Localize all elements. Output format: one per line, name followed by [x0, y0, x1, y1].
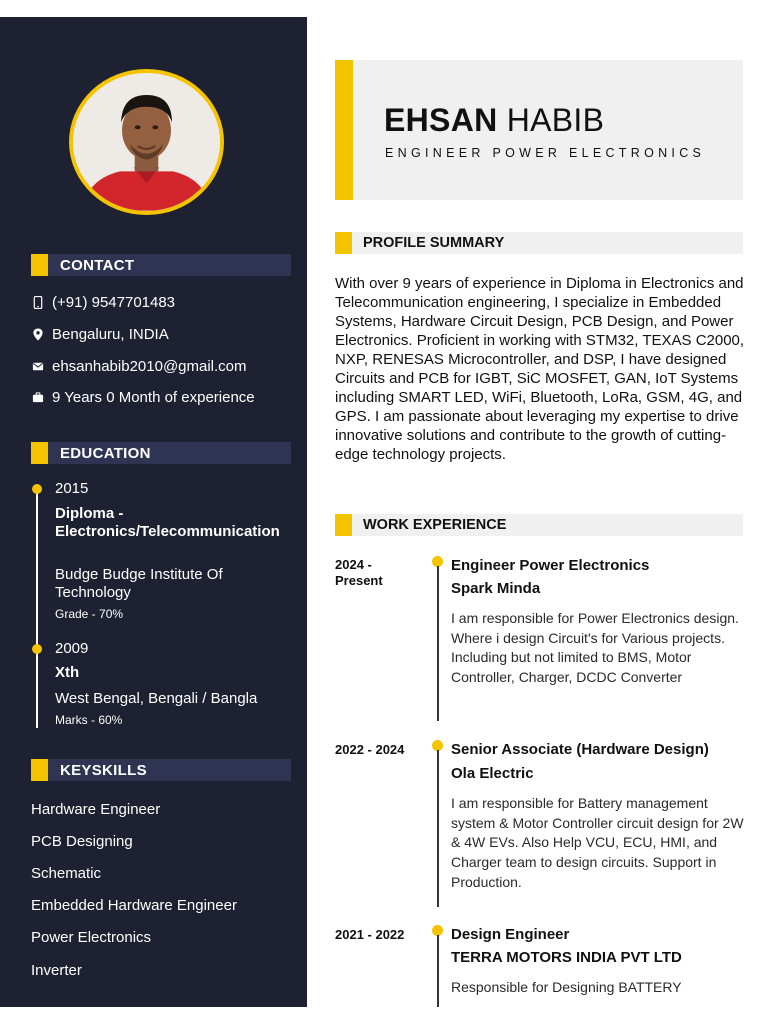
contact-section-header [31, 254, 291, 276]
education-year: 2015 [55, 480, 89, 497]
accent-bar [31, 254, 48, 276]
work-heading: WORK EXPERIENCE [363, 517, 507, 533]
skill-item: PCB Designing [31, 833, 133, 850]
first-name: EHSAN [384, 102, 498, 138]
education-grade: Grade - 70% [55, 607, 124, 621]
profile-photo-frame [69, 69, 224, 215]
education-degree: Xth [55, 664, 80, 681]
accent-bar [31, 442, 48, 464]
accent-bar [335, 232, 352, 254]
location-pin-icon [31, 327, 45, 343]
accent-bar [335, 60, 353, 200]
contact-location: Bengaluru, INDIA [52, 326, 169, 343]
skill-item: Power Electronics [31, 929, 152, 946]
timeline-dot [32, 484, 42, 494]
timeline-line [437, 935, 439, 1007]
timeline-line [437, 566, 439, 721]
timeline-line [36, 488, 38, 728]
profile-section-header [335, 232, 743, 254]
skill-item: Hardware Engineer [31, 801, 161, 818]
contact-email-row [31, 358, 247, 375]
job-title-subtitle: ENGINEER POWER ELECTRONICS [385, 146, 706, 160]
profile-summary-text: With over 9 years of experience in Diploma in Electronics and Telecommunication engineering, I specialize in Embedded Systems, Hardware Circuit Design, PCB Design, and Power Electronics. Proficient in working with STM32, TEXAS C2000, NXP, RENESAS Microcontroller, and DSP, I have designed Circuits and PCB for IGBT, SiC MOSFET, GAN, IoT Systems including SMART LED, WiFi, Bluetooth, LoRa, GSM, 4G, and GPS. I am passionate about leveraging my expertise to drive innovative solutions and contribute to the growth of cutting-edge technology projects. [335, 275, 745, 463]
profile-photo [73, 73, 220, 211]
skill-item: Inverter [31, 962, 82, 979]
work-section-header [335, 514, 743, 536]
contact-email[interactable]: ehsanhabib2010@gmail.com [52, 358, 247, 375]
contact-phone-row [31, 294, 175, 311]
job-company: Spark Minda [451, 580, 541, 597]
job-description: I am responsible for Power Electronics design. Where i design Circuit's for Various projects. Including but not limited to BMS, Motor Controller, Charger, DCDC Converter [451, 610, 739, 686]
profile-photo-illustration [73, 73, 220, 211]
last-name: HABIB [506, 102, 605, 138]
contact-experience-row [31, 389, 255, 406]
timeline-dot [32, 644, 42, 654]
keyskills-heading: KEYSKILLS [60, 761, 147, 779]
job-title: Design Engineer [451, 926, 570, 943]
job-description: Responsible for Designing BATTERY [451, 979, 682, 995]
accent-bar [335, 514, 352, 536]
education-institute: Budge Budge Institute Of Technology [55, 566, 223, 601]
timeline-line [437, 750, 439, 907]
name-header [335, 60, 743, 200]
skill-item: Schematic [31, 865, 102, 882]
job-title: Engineer Power Electronics [451, 557, 650, 574]
job-date: 2021 - 2022 [335, 927, 405, 942]
education-heading: EDUCATION [60, 444, 151, 462]
education-degree: Diploma - Electronics/Telecommunication [55, 505, 280, 540]
contact-experience: 9 Years 0 Month of experience [52, 389, 255, 406]
job-title: Senior Associate (Hardware Design) [451, 741, 709, 758]
education-institute: West Bengal, Bengali / Bangla [55, 690, 258, 707]
keyskills-section-header [31, 759, 291, 781]
profile-heading: PROFILE SUMMARY [363, 235, 505, 251]
contact-phone[interactable]: (+91) 9547701483 [52, 294, 176, 311]
job-date: 2022 - 2024 [335, 742, 405, 757]
briefcase-icon [31, 390, 45, 406]
job-company: TERRA MOTORS INDIA PVT LTD [451, 949, 682, 966]
phone-icon [31, 295, 45, 311]
mail-icon [31, 359, 45, 375]
skill-item: Embedded Hardware Engineer [31, 897, 237, 914]
contact-location-row [31, 326, 169, 343]
full-name [384, 102, 604, 139]
education-year: 2009 [55, 640, 89, 657]
education-section-header [31, 442, 291, 464]
job-date: 2024 - Present [335, 557, 383, 588]
education-grade: Marks - 60% [55, 713, 123, 727]
accent-bar [31, 759, 48, 781]
job-description: I am responsible for Battery management system & Motor Controller circuit design for 2W & 4W EVs. Also Help VCU, ECU, HMI, and Charger team to design circuits. Support in Production. [451, 795, 744, 890]
job-company: Ola Electric [451, 765, 534, 782]
contact-heading: CONTACT [60, 256, 135, 274]
